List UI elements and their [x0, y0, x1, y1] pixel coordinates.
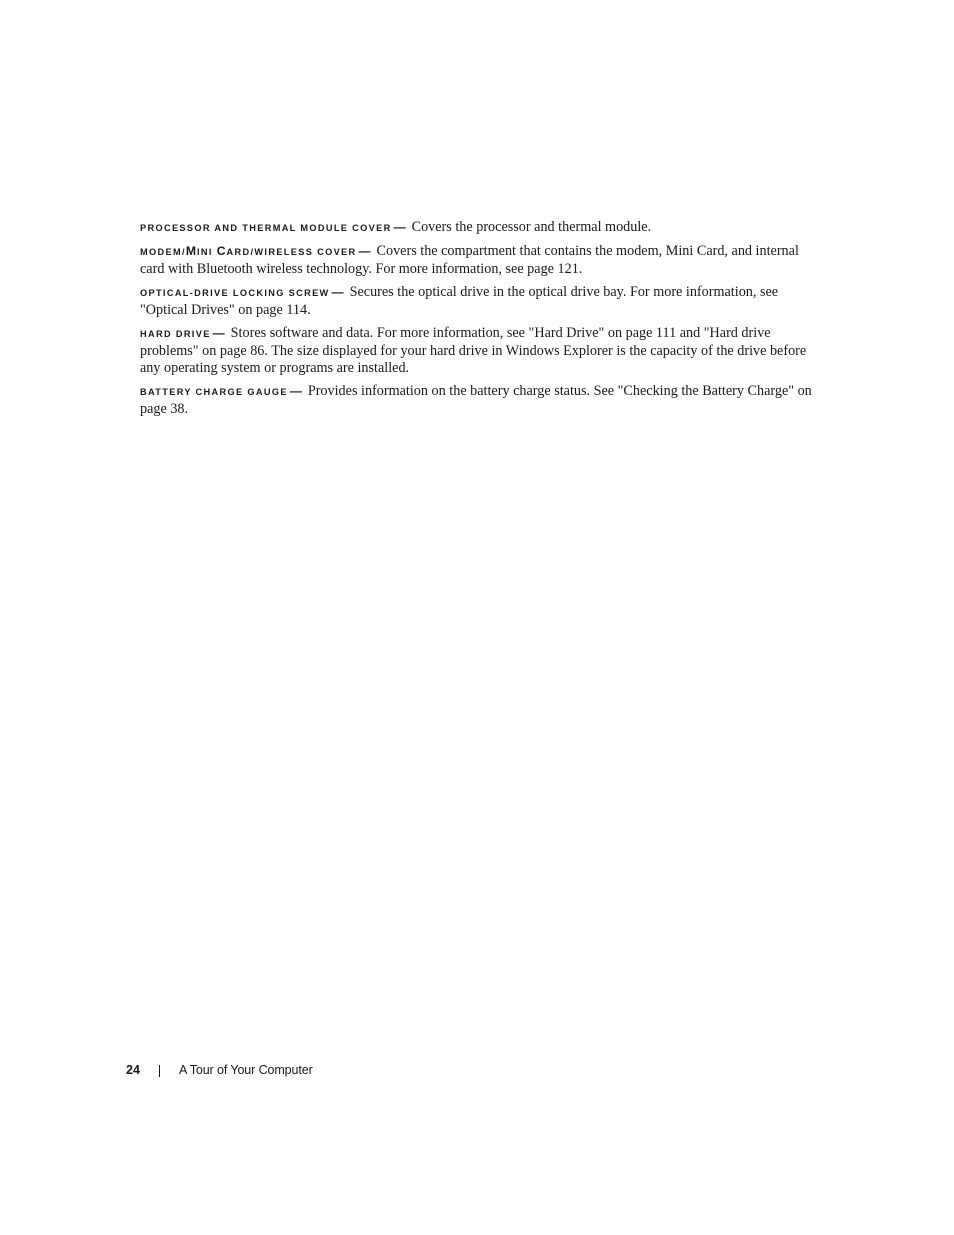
entry-term-part: MODEM/: [140, 247, 186, 257]
entry-term-part: INI: [197, 247, 217, 257]
entry-dash: —: [289, 384, 302, 398]
entry-hard-drive: [140, 325, 816, 377]
entry-dash: —: [212, 326, 225, 340]
entry-description: Covers the compartment that contains the modem, Mini Card, and internal card with Bluetooth wireless technology. For more information, see page 121.: [140, 243, 799, 277]
entry-processor-cover: [140, 219, 816, 237]
entry-term: PROCESSOR AND THERMAL MODULE COVER: [140, 223, 392, 233]
entry-description: Secures the optical drive in the optical drive bay. For more information, see "Optical Drives" on page 114.: [140, 284, 779, 318]
section-title: A Tour of Your Computer: [179, 1063, 313, 1077]
entry-term: HARD DRIVE: [140, 329, 211, 339]
entry-term-part: M: [185, 244, 198, 258]
entry-description: Stores software and data. For more information, see "Hard Drive" on page 111 and "Hard drive problems" on page 86. The size displayed for your hard drive in Windows Explorer is the capacity of the drive before any operating system or programs are installed.: [140, 325, 807, 376]
entry-description: Covers the processor and thermal module.: [411, 219, 652, 235]
entry-term: OPTICAL-DRIVE LOCKING SCREW: [140, 288, 330, 298]
page-number: 24: [126, 1063, 140, 1077]
entry-dash: —: [358, 244, 371, 258]
entry-battery-gauge: [140, 383, 816, 418]
entry-term-part: C: [216, 244, 227, 258]
entry-optical-drive-screw: [140, 284, 816, 319]
entry-dash: —: [393, 220, 406, 234]
entry-term: [140, 244, 357, 258]
component-descriptions: [140, 219, 816, 424]
entry-term-part: ARD/WIRELESS COVER: [226, 247, 357, 257]
entry-dash: —: [331, 285, 344, 299]
entry-description: Provides information on the battery charge status. See "Checking the Battery Charge" on page 38.: [140, 383, 812, 417]
entry-term: BATTERY CHARGE GAUGE: [140, 387, 288, 397]
entry-modem-minicard-cover: [140, 243, 816, 278]
footer-divider: [159, 1065, 160, 1077]
